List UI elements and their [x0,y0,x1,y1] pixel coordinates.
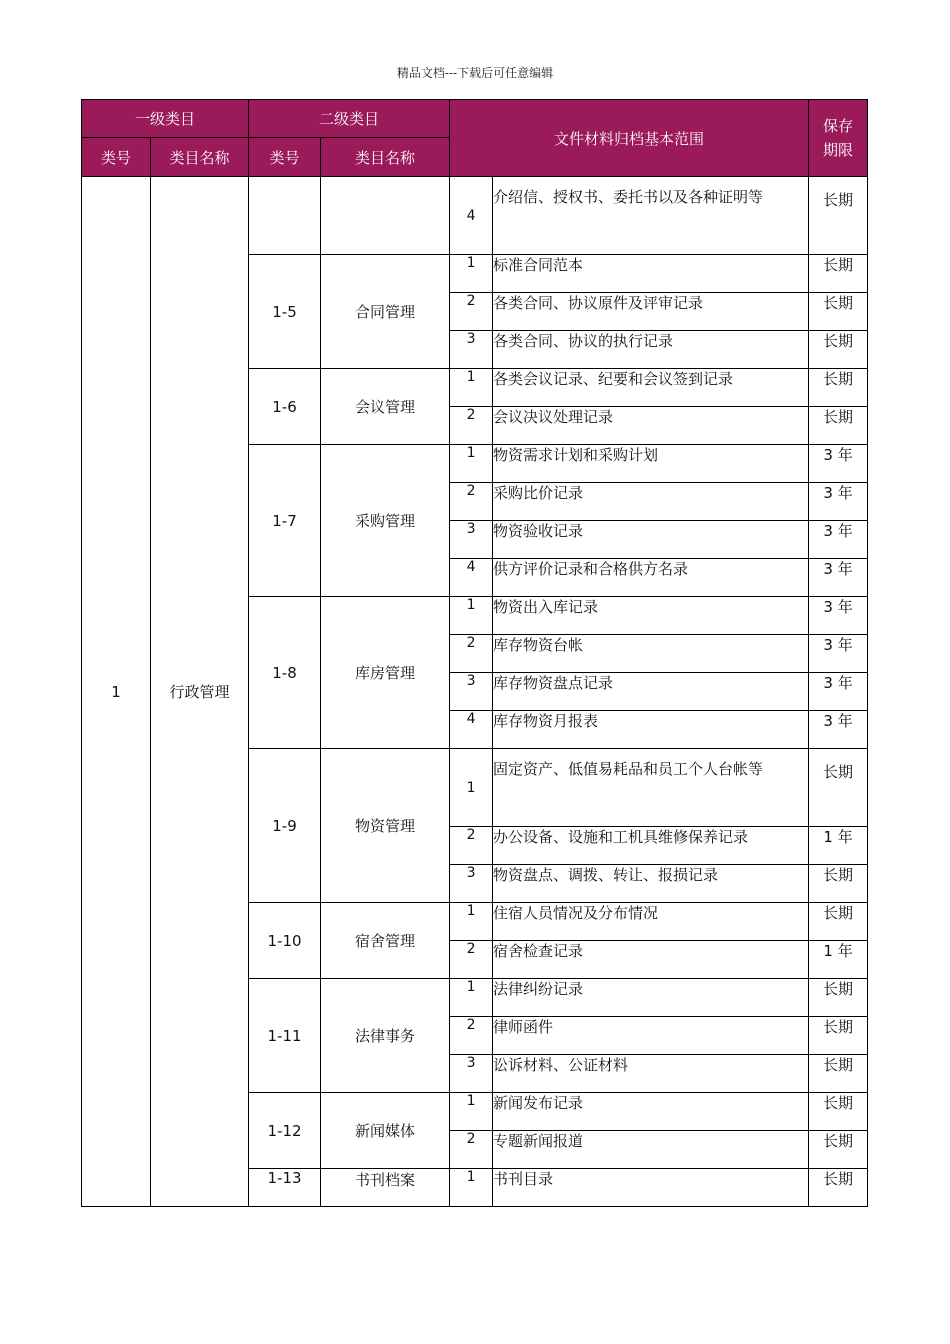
archive-scope: 各类合同、协议的执行记录 [493,331,809,369]
retention-period: 长期 [809,407,868,445]
item-number: 1 [450,979,493,1017]
retention-period: 长期 [809,255,868,293]
level2-name: 新闻媒体 [321,1093,450,1169]
retention-period: 长期 [809,865,868,903]
level1-code: 1 [82,177,151,1207]
archive-scope: 会议决议处理记录 [493,407,809,445]
archive-scope: 库存物资月报表 [493,711,809,749]
level2-code: 1-7 [249,445,321,597]
retention-period: 长期 [809,749,868,827]
table-row [82,177,868,255]
header-level2-code: 类号 [249,138,321,177]
retention-period: 长期 [809,903,868,941]
item-number: 4 [450,559,493,597]
retention-period: 3 年 [809,559,868,597]
retention-period: 3 年 [809,445,868,483]
archive-scope: 书刊目录 [493,1169,809,1207]
header-level2-name: 类目名称 [321,138,450,177]
archive-scope: 物资验收记录 [493,521,809,559]
level2-name: 合同管理 [321,255,450,369]
level2-name: 宿舍管理 [321,903,450,979]
archive-scope: 库存物资台帐 [493,635,809,673]
archive-scope: 新闻发布记录 [493,1093,809,1131]
level2-code: 1-11 [249,979,321,1093]
archive-scope: 专题新闻报道 [493,1131,809,1169]
level2-name: 书刊档案 [321,1169,450,1207]
item-number: 4 [450,711,493,749]
item-number: 1 [450,749,493,827]
item-number: 4 [450,177,493,255]
archive-scope: 住宿人员情况及分布情况 [493,903,809,941]
archive-scope: 库存物资盘点记录 [493,673,809,711]
level2-code: 1-6 [249,369,321,445]
item-number: 2 [450,407,493,445]
retention-period: 长期 [809,177,868,255]
retention-period: 长期 [809,1131,868,1169]
retention-period: 3 年 [809,597,868,635]
retention-period: 长期 [809,369,868,407]
level2-name: 物资管理 [321,749,450,903]
level2-name: 采购管理 [321,445,450,597]
archive-scope: 标准合同范本 [493,255,809,293]
item-number: 3 [450,1055,493,1093]
level2-code: 1-9 [249,749,321,903]
item-number: 1 [450,1169,493,1207]
header-level1-code: 类号 [82,138,151,177]
retention-period: 长期 [809,1017,868,1055]
item-number: 1 [450,369,493,407]
item-number: 2 [450,293,493,331]
retention-period: 1 年 [809,827,868,865]
level2-name: 会议管理 [321,369,450,445]
archive-scope: 法律纠纷记录 [493,979,809,1017]
retention-period: 长期 [809,1093,868,1131]
retention-period: 长期 [809,293,868,331]
level2-code [249,177,321,255]
archive-scope: 讼诉材料、公证材料 [493,1055,809,1093]
retention-period: 3 年 [809,483,868,521]
item-number: 2 [450,1131,493,1169]
archive-scope: 律师函件 [493,1017,809,1055]
retention-period: 长期 [809,979,868,1017]
level2-name: 库房管理 [321,597,450,749]
level1-name: 行政管理 [151,177,249,1207]
retention-period: 长期 [809,1169,868,1207]
item-number: 1 [450,1093,493,1131]
archive-scope: 各类会议记录、纪要和会议签到记录 [493,369,809,407]
retention-period: 长期 [809,1055,868,1093]
item-number: 3 [450,865,493,903]
level2-code: 1-10 [249,903,321,979]
item-number: 3 [450,673,493,711]
archive-scope: 办公设备、设施和工机具维修保养记录 [493,827,809,865]
item-number: 3 [450,331,493,369]
level2-code: 1-13 [249,1169,321,1207]
retention-period: 3 年 [809,673,868,711]
header-level2: 二级类目 [249,100,450,138]
level2-code: 1-12 [249,1093,321,1169]
retention-period: 3 年 [809,521,868,559]
item-number: 1 [450,903,493,941]
retention-period: 3 年 [809,711,868,749]
archive-scope: 物资出入库记录 [493,597,809,635]
archive-scope: 物资盘点、调拨、转让、报损记录 [493,865,809,903]
item-number: 1 [450,597,493,635]
retention-period: 3 年 [809,635,868,673]
item-number: 2 [450,827,493,865]
archive-scope: 宿舍检查记录 [493,941,809,979]
level2-code: 1-8 [249,597,321,749]
retention-period: 长期 [809,331,868,369]
level2-code: 1-5 [249,255,321,369]
item-number: 2 [450,635,493,673]
header-level1-name: 类目名称 [151,138,249,177]
archive-scope: 固定资产、低值易耗品和员工个人台帐等 [493,749,809,827]
level2-name [321,177,450,255]
archive-scope: 各类合同、协议原件及评审记录 [493,293,809,331]
item-number: 2 [450,483,493,521]
header-retention: 保存期限 [809,100,868,177]
archive-scope-table [81,99,868,1207]
archive-scope: 采购比价记录 [493,483,809,521]
item-number: 1 [450,445,493,483]
archive-scope: 物资需求计划和采购计划 [493,445,809,483]
header-scope: 文件材料归档基本范围 [450,100,809,177]
item-number: 2 [450,1017,493,1055]
level2-name: 法律事务 [321,979,450,1093]
item-number: 2 [450,941,493,979]
page-header: 精品文档---下载后可任意编辑 [396,66,554,80]
archive-scope: 介绍信、授权书、委托书以及各种证明等 [493,177,809,255]
archive-scope: 供方评价记录和合格供方名录 [493,559,809,597]
header-level1: 一级类目 [82,100,249,138]
item-number: 1 [450,255,493,293]
table-body [82,177,868,1207]
retention-period: 1 年 [809,941,868,979]
item-number: 3 [450,521,493,559]
